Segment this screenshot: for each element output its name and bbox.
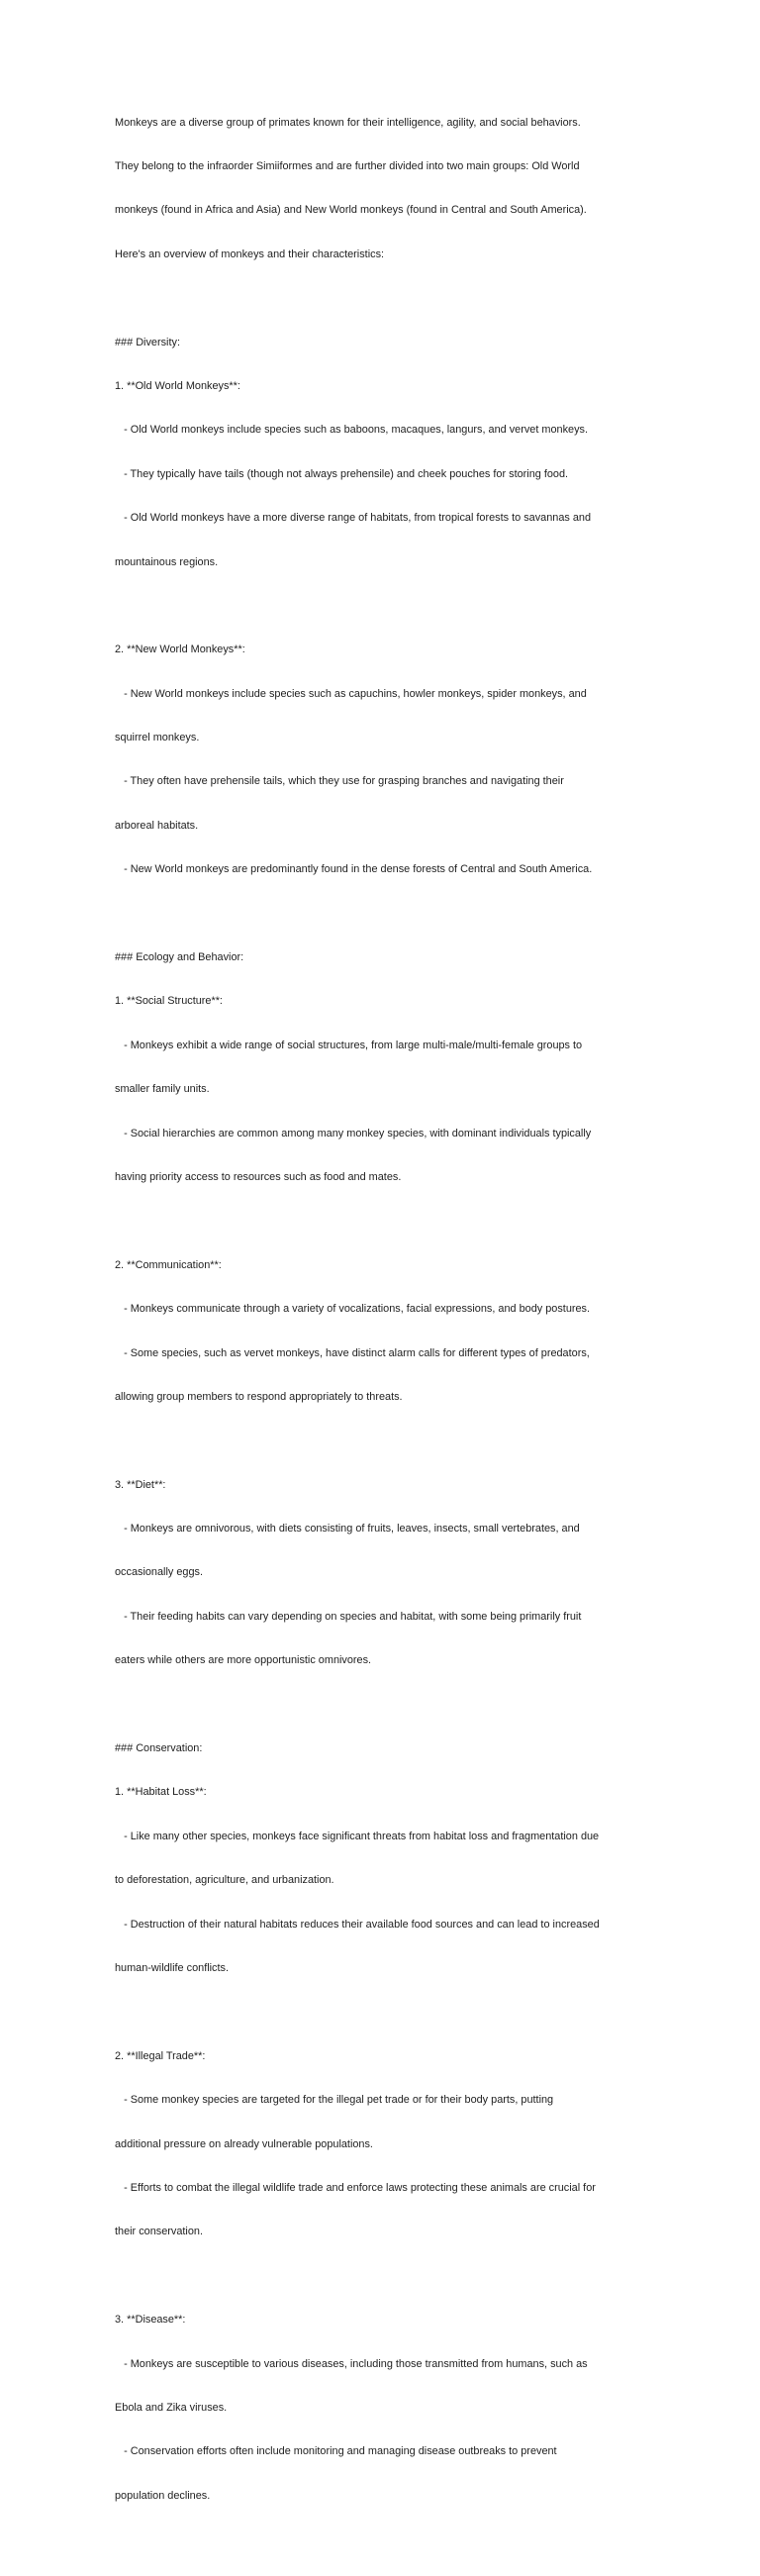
text-line: monkeys (found in Africa and Asia) and New World monkeys (found in Central and South America). <box>115 204 587 217</box>
subheading-habitat-loss: 1. **Habitat Loss**: <box>115 1786 207 1799</box>
blank-line <box>115 1434 649 1448</box>
document-body <box>115 86 649 2576</box>
text-line: mountainous regions. <box>115 555 219 568</box>
text-line: - Like many other species, monkeys face significant threats from habitat loss and fragmentation due <box>115 1830 600 1842</box>
text-line: Here's an overview of monkeys and their characteristics: <box>115 248 385 260</box>
section-heading-conservation: ### Conservation: <box>115 1742 203 1755</box>
subheading-diet: 3. **Diet**: <box>115 1478 166 1491</box>
text-line: - Old World monkeys include species such as baboons, macaques, langurs, and vervet monkeys. <box>115 424 589 437</box>
text-line: having priority access to resources such as food and mates. <box>115 1170 402 1183</box>
text-line: squirrel monkeys. <box>115 732 200 744</box>
text-line: - Social hierarchies are common among many monkey species, with dominant individuals typically <box>115 1127 592 1139</box>
text-line: They belong to the infraorder Simiiformes and are further divided into two main groups: Old World <box>115 159 580 172</box>
text-line <box>115 2532 649 2547</box>
section-heading-ecology-behavior: ### Ecology and Behavior: <box>115 951 244 964</box>
blank-line <box>115 599 649 614</box>
text-line: - Destruction of their natural habitats reduces their available food sources and can lead to increased <box>115 1918 600 1931</box>
blank-line <box>115 291 649 306</box>
text-line: Monkeys are a diverse group of primates known for their intelligence, agility, and social behaviors. <box>115 116 581 129</box>
text-line: population declines. <box>115 2489 211 2502</box>
text-line: - Their feeding habits can vary depending on species and habitat, with some being primarily fruit <box>115 1610 582 1623</box>
blank-line <box>115 1698 649 1713</box>
text-line: - Some monkey species are targeted for the illegal pet trade or for their body parts, putting <box>115 2094 554 2107</box>
text-line: their conservation. <box>115 2226 203 2238</box>
subheading-communication: 2. **Communication**: <box>115 1258 222 1271</box>
subheading-old-world-monkeys: 1. **Old World Monkeys**: <box>115 379 240 392</box>
text-line: allowing group members to respond appropriately to threats. <box>115 1390 403 1403</box>
text-line: eaters while others are more opportunistic omnivores. <box>115 1654 372 1667</box>
text-line: - Some species, such as vervet monkeys, have distinct alarm calls for different types of predators, <box>115 1346 590 1359</box>
text-line: - Monkeys exhibit a wide range of social structures, from large multi-male/multi-female groups to <box>115 1039 583 1051</box>
blank-line <box>115 2005 649 2020</box>
text-line: arboreal habitats. <box>115 819 199 832</box>
section-heading-diversity: ### Diversity: <box>115 336 180 348</box>
text-line: human-wildlife conflicts. <box>115 1962 230 1974</box>
text-line: - Monkeys communicate through a variety of vocalizations, facial expressions, and body postures. <box>115 1303 591 1316</box>
text-line: - They typically have tails (though not always prehensile) and cheek pouches for storing food. <box>115 467 569 480</box>
text-line: - Efforts to combat the illegal wildlife trade and enforce laws protecting these animals are crucial for <box>115 2181 596 2194</box>
blank-line <box>115 1214 649 1229</box>
text-line: - Conservation efforts often include monitoring and managing disease outbreaks to prevent <box>115 2445 557 2458</box>
text-line: Ebola and Zika viruses. <box>115 2401 228 2414</box>
text-line: smaller family units. <box>115 1083 210 1096</box>
subheading-disease: 3. **Disease**: <box>115 2314 186 2327</box>
text-line: - Old World monkeys have a more diverse range of habitats, from tropical forests to savannas and <box>115 512 592 525</box>
text-line: - New World monkeys include species such as capuchins, howler monkeys, spider monkeys, and <box>115 687 587 700</box>
blank-line <box>115 2269 649 2284</box>
subheading-social-structure: 1. **Social Structure**: <box>115 995 223 1008</box>
text-line: - Monkeys are susceptible to various diseases, including those transmitted from humans, such as <box>115 2357 588 2370</box>
text-line: occasionally eggs. <box>115 1566 203 1579</box>
text-line: additional pressure on already vulnerable populations. <box>115 2137 373 2150</box>
text-line: to deforestation, agriculture, and urbanization. <box>115 1874 334 1887</box>
blank-line <box>115 907 649 922</box>
text-line: - They often have prehensile tails, which they use for grasping branches and navigating their <box>115 775 564 788</box>
subheading-new-world-monkeys: 2. **New World Monkeys**: <box>115 644 245 656</box>
text-line: - New World monkeys are predominantly found in the dense forests of Central and South America. <box>115 863 593 876</box>
text-line: - Monkeys are omnivorous, with diets consisting of fruits, leaves, insects, small vertebrates, and <box>115 1523 580 1536</box>
subheading-illegal-trade: 2. **Illegal Trade**: <box>115 2049 206 2062</box>
